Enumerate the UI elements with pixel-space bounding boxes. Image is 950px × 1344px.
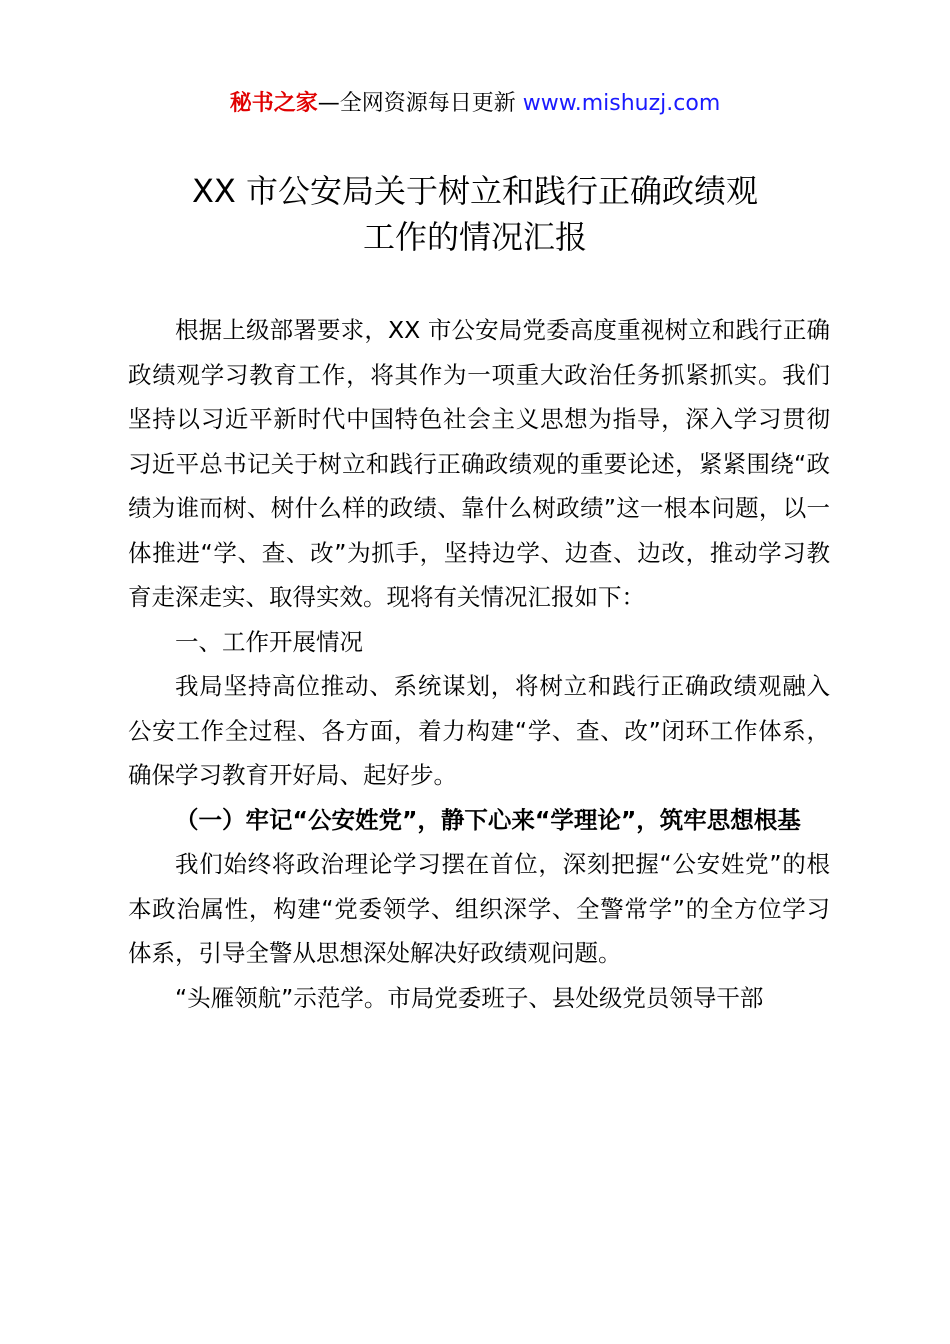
title-line-2: 工作的情况汇报 — [362, 218, 587, 256]
section-paragraph: 我局坚持高位推动、系统谋划，将树立和践行正确政绩观融入公安工作全过程、各方面，着力构建“学、查、改”闭环工作体系，确保学习教育开好局、起好步。 — [128, 672, 830, 789]
subsection-paragraph-continued: “头雁领航”示范学。市局党委班子、县处级党员领导干部 — [175, 983, 764, 1012]
section-heading: 一、工作开展情况 — [175, 627, 363, 656]
document-body — [128, 308, 830, 1020]
subsection-paragraph: 我们始终将政治理论学习摆在首位，深刻把握“公安姓党”的根本政治属性，构建“党委领学、组织深学、全警常学”的全方位学习体系，引导全警从思想深处解决好政绩观问题。 — [128, 850, 830, 967]
title-line-1: XX 市公安局关于树立和践行正确政绩观 — [191, 172, 759, 210]
site-url-link[interactable]: www.mishuzj.com — [522, 91, 721, 116]
site-tagline: —全网资源每日更新 — [317, 91, 516, 116]
site-brand: 秘书之家 — [229, 91, 318, 116]
subsection-heading: （一）牢记“公安姓党”，静下心来“学理论”，筑牢思想根基 — [175, 805, 801, 834]
document-title — [100, 168, 850, 260]
intro-paragraph: 根据上级部署要求，XX 市公安局党委高度重视树立和践行正确政绩观学习教育工作，将其作为一项重大政治任务抓紧抓实。我们坚持以习近平新时代中国特色社会主义思想为指导，深入学习贯彻习近平总书记关于树立和践行正确政绩观的重要论述，紧紧围绕“政绩为谁而树、树什么样的政绩、靠什么树政绩”这一根本问题，以一体推进“学、查、改”为抓手，坚持边学、边查、边改，推动学习教育走深走实、取得实效。现将有关情况汇报如下： — [128, 316, 830, 611]
site-header — [0, 88, 950, 120]
